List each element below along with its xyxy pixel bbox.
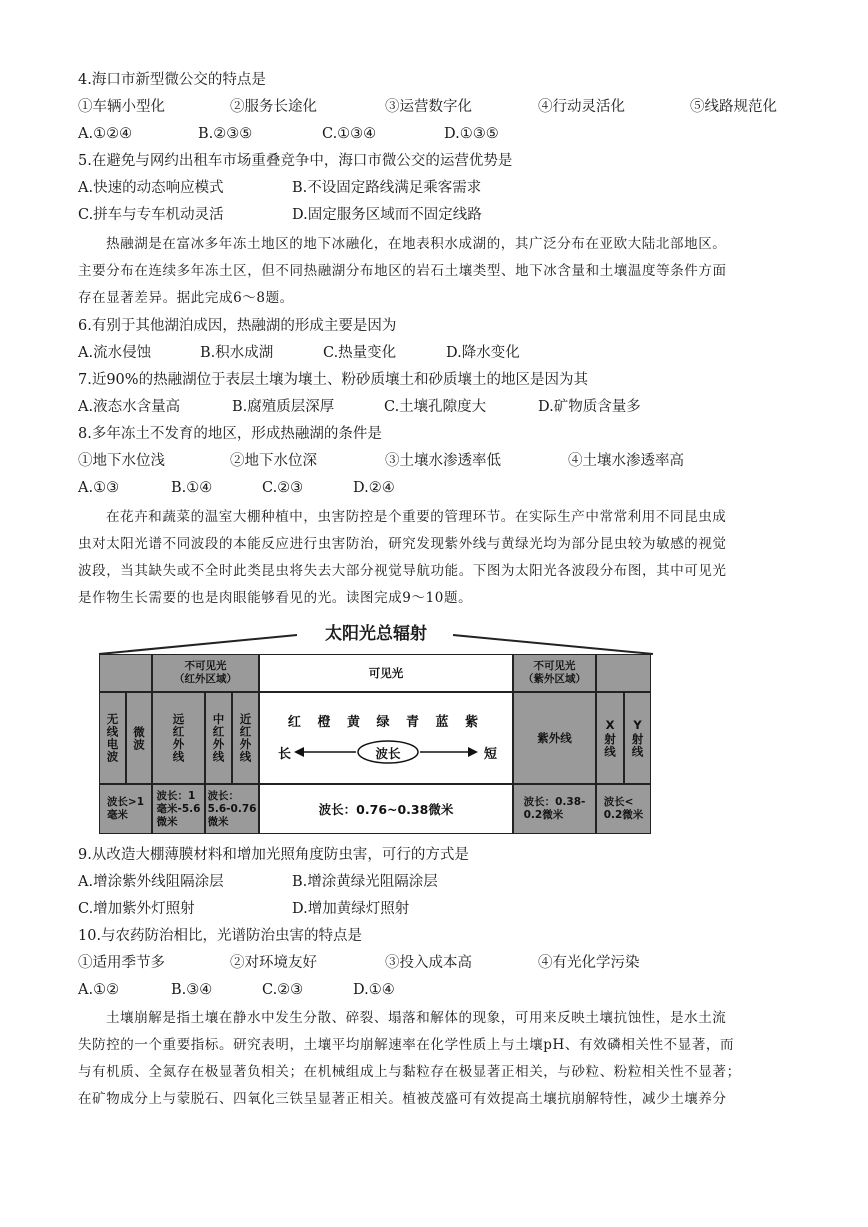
- q10-choice-c[interactable]: C.②③: [262, 982, 304, 998]
- passage-line: 存在显著差异。据此完成6～8题。: [78, 290, 294, 306]
- q6-choice-a[interactable]: A.流水侵蚀: [78, 345, 152, 361]
- q4-choice-d[interactable]: D.①③⑤: [444, 126, 499, 142]
- band-mid-infrared: 中红外线: [205, 692, 232, 784]
- header-blank-left: [99, 654, 152, 692]
- q8-item-2: ②地下水位深: [230, 453, 317, 469]
- q7-choices: [78, 397, 794, 417]
- figure-title: 太阳光总辐射: [325, 624, 427, 644]
- band-radio: 无线电波: [99, 692, 126, 784]
- wavelength-arrow: [260, 693, 514, 785]
- q8-item-4: ④土壤水渗透率高: [568, 453, 684, 469]
- band-microwave: 微波: [126, 692, 152, 784]
- header-visible: 可见光: [259, 654, 513, 692]
- q10-item-2: ②对环境友好: [230, 955, 317, 971]
- arrow-long-label: 长: [278, 747, 292, 762]
- q9-choice-a[interactable]: A.增涂紫外线阻隔涂层: [78, 874, 224, 890]
- q8-items: [78, 451, 794, 471]
- q4-item-3: ③运营数字化: [385, 99, 472, 115]
- passage-greenhouse: [78, 504, 794, 612]
- q5-choice-b[interactable]: B.不设固定路线满足乘客需求: [292, 180, 482, 196]
- passage-line: 失防控的一个重要指标。研究表明，土壤平均崩解速率在化学性质上与土壤pH、有效磷相关性不显著，而: [78, 1037, 735, 1053]
- q9-choice-d[interactable]: D.增加黄绿灯照射: [292, 901, 410, 917]
- solar-spectrum-figure: [97, 622, 655, 836]
- q8-choices: [78, 478, 794, 498]
- arrow-short-label: 短: [484, 747, 498, 762]
- q8-choice-c[interactable]: C.②③: [262, 480, 304, 496]
- wl-xray: 波长< 0.2微米: [596, 784, 651, 834]
- q7-choice-d[interactable]: D.矿物质含量多: [538, 399, 641, 415]
- q6-choices: [78, 343, 794, 363]
- q5-choice-c[interactable]: C.拼车与专车机动灵活: [78, 207, 224, 223]
- q8-choice-b[interactable]: B.①④: [171, 480, 213, 496]
- passage-line: 主要分布在连续多年冻土区，但不同热融湖分布地区的岩石土壤类型、地下冰含量和土壤温度等条件方面: [78, 263, 727, 279]
- q10-item-1: ①适用季节多: [78, 955, 165, 971]
- passage-line: 虫对太阳光谱不同波段的本能反应进行虫害防治，研究发现紫外线与黄绿光均为部分昆虫较为敏感的视觉: [78, 536, 727, 552]
- q7-choice-b[interactable]: B.腐殖质层深厚: [232, 399, 335, 415]
- q5-choices-row2: [78, 205, 794, 225]
- q8-stem: 8.多年冻土不发育的地区，形成热融湖的条件是: [78, 426, 382, 442]
- q8-item-3: ③土壤水渗透率低: [385, 453, 501, 469]
- q5-choice-a[interactable]: A.快速的动态响应模式: [78, 180, 224, 196]
- q10-choice-d[interactable]: D.①④: [353, 982, 395, 998]
- q5-choice-d[interactable]: D.固定服务区域而不固定线路: [292, 207, 482, 223]
- passage-thermokarst: [78, 231, 794, 312]
- passage-line: 土壤崩解是指土壤在静水中发生分散、碎裂、塌落和解体的现象，可用来反映土壤抗蚀性，是水土流: [106, 1010, 727, 1026]
- q10-item-4: ④有光化学污染: [538, 955, 640, 971]
- q4-choice-b[interactable]: B.②③⑤: [198, 126, 253, 142]
- passage-line: 在花卉和蔬菜的温室大棚种植中，虫害防控是个重要的管理环节。在实际生产中常常利用不同昆虫成: [106, 509, 727, 525]
- q6-choice-b[interactable]: B.积水成湖: [200, 345, 274, 361]
- header-infrared: 不可见光 （红外区域）: [152, 654, 259, 692]
- passage-line: 热融湖是在富冰多年冻土地区的地下冰融化，在地表积水成湖的，其广泛分布在亚欧大陆北部地区。: [106, 236, 727, 252]
- passage-line: 波段，当其缺失或不全时此类昆虫将失去大部分视觉导航功能。下图为太阳光各波段分布图，其中可见光: [78, 563, 727, 579]
- q10-choice-a[interactable]: A.①②: [78, 982, 120, 998]
- q10-stem: 10.与农药防治相比，光谱防治虫害的特点是: [78, 928, 363, 944]
- header-ultraviolet: 不可见光 （紫外区域）: [513, 654, 596, 692]
- band-xray: X射线: [596, 692, 624, 784]
- q7-choice-c[interactable]: C.土壤孔隙度大: [384, 399, 487, 415]
- q10-choice-b[interactable]: B.③④: [171, 982, 213, 998]
- wl-ultraviolet: 波长：0.38- 0.2微米: [513, 784, 596, 834]
- q4-items: [78, 97, 794, 117]
- passage-line: 与有机质、全氮存在极显著负相关；在机械组成上与黏粒存在极显著正相关，与砂粒、粉粒相关性不显著；: [78, 1064, 741, 1080]
- q8-choice-a[interactable]: A.①③: [78, 480, 120, 496]
- wl-radio: 波长>1 毫米: [99, 784, 152, 834]
- q9-choice-b[interactable]: B.增涂黄绿光阻隔涂层: [292, 874, 438, 890]
- q7-stem: 7.近90%的热融湖位于表层土壤为壤土、粉砂质壤土和砂质壤土的地区是因为其: [78, 372, 589, 388]
- wavelength-label: 波长: [375, 746, 401, 761]
- q4-choice-a[interactable]: A.①②④: [78, 126, 133, 142]
- band-ultraviolet: 紫外线: [513, 692, 596, 784]
- q10-items: [78, 953, 794, 973]
- q9-choices-row1: [78, 872, 794, 892]
- q6-choice-c[interactable]: C.热量变化: [323, 345, 397, 361]
- q4-item-4: ④行动灵活化: [538, 99, 625, 115]
- q4-choices: [78, 124, 794, 144]
- q5-choices-row1: [78, 178, 794, 198]
- q9-stem: 9.从改造大棚薄膜材料和增加光照角度防虫害，可行的方式是: [78, 847, 469, 863]
- q9-choice-c[interactable]: C.增加紫外灯照射: [78, 901, 195, 917]
- q4-item-5: ⑤线路规范化: [690, 99, 777, 115]
- q4-item-2: ②服务长途化: [230, 99, 317, 115]
- q7-choice-a[interactable]: A.液态水含量高: [78, 399, 181, 415]
- band-near-infrared: 近红外线: [232, 692, 259, 784]
- wl-far-infrared: 波长：1 毫米-5.6 微米: [152, 784, 205, 834]
- q10-choices: [78, 980, 794, 1000]
- q6-stem: 6.有别于其他湖泊成因，热融湖的形成主要是因为: [78, 318, 397, 334]
- q8-choice-d[interactable]: D.②④: [353, 480, 395, 496]
- q10-item-3: ③投入成本高: [385, 955, 472, 971]
- band-far-infrared: 远红外线: [152, 692, 205, 784]
- passage-line: 在矿物成分上与蒙脱石、四氧化三铁呈显著正相关。植被茂盛可有效提高土壤抗崩解特性，减少土壤养分: [78, 1091, 727, 1107]
- band-gamma: Y射线: [624, 692, 651, 784]
- q4-stem: 4.海口市新型微公交的特点是: [78, 72, 266, 88]
- wl-visible: 波长：0.76~0.38微米: [259, 784, 513, 834]
- q9-choices-row2: [78, 899, 794, 919]
- q6-choice-d[interactable]: D.降水变化: [446, 345, 520, 361]
- header-blank-right: [596, 654, 651, 692]
- q4-item-1: ①车辆小型化: [78, 99, 165, 115]
- q4-choice-c[interactable]: C.①③④: [322, 126, 377, 142]
- passage-line: 是作物生长需要的也是肉眼能够看见的光。读图完成9～10题。: [78, 590, 473, 606]
- q5-stem: 5.在避免与网约出租车市场重叠竞争中，海口市微公交的运营优势是: [78, 153, 513, 169]
- wl-mid-infrared: 波长： 5.6-0.76 微米: [205, 784, 259, 834]
- visible-colors: 红 橙 黄 绿 青 蓝 紫: [287, 715, 485, 730]
- q8-item-1: ①地下水位浅: [78, 453, 165, 469]
- band-visible: [259, 692, 513, 784]
- passage-soil-disintegration: [78, 1005, 794, 1113]
